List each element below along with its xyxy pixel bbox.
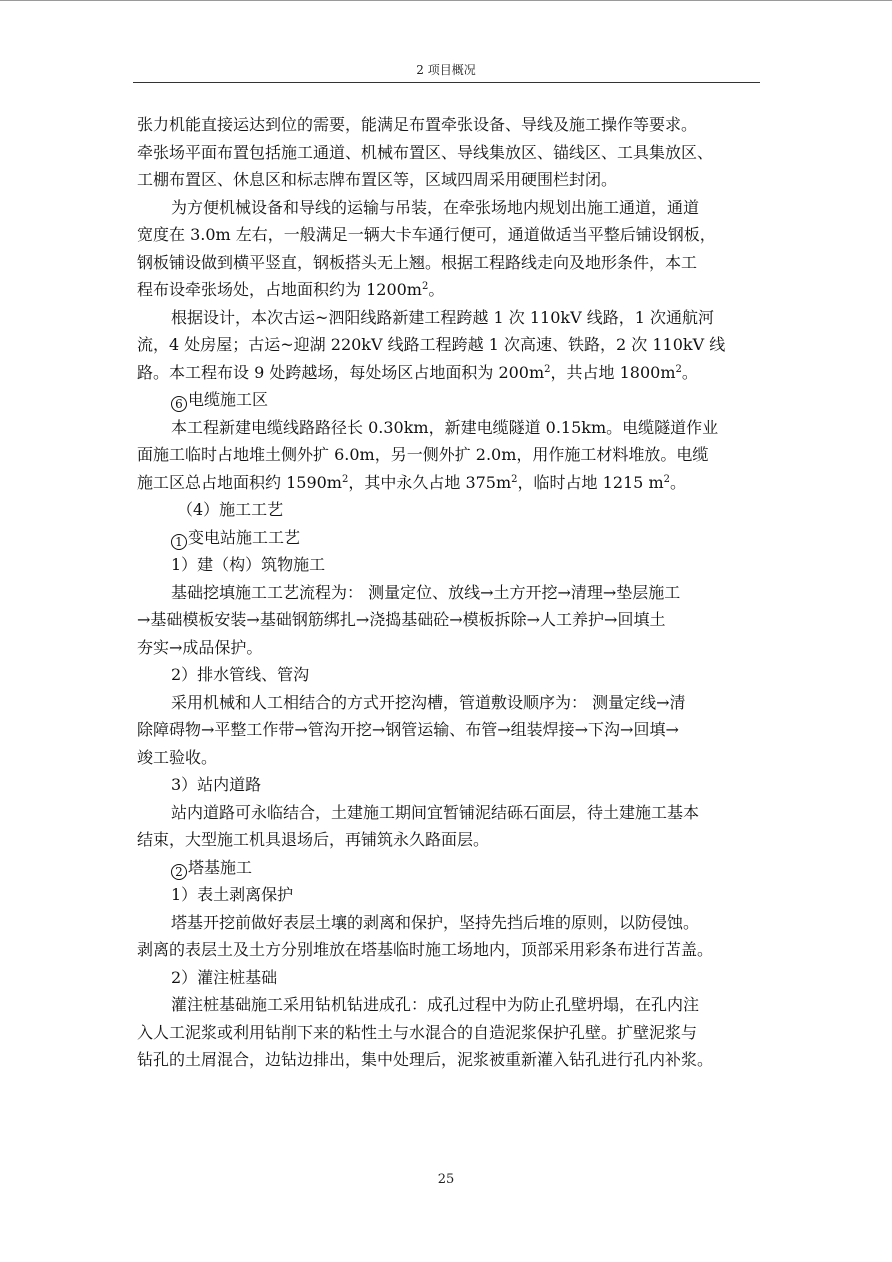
section-heading (137, 524, 767, 552)
subsection-heading: 3）站内道路 (171, 775, 262, 794)
text-line (137, 276, 767, 304)
circled-number: 2 (171, 864, 187, 880)
text-line: 站内道路可永临结合，土建施工期间宜暂铺泥结砾石面层，待土建施工基本 (171, 802, 700, 822)
text-line: 灌注桩基础施工采用钻机钻进成孔：成孔过程中为防止孔壁坍塌，在孔内注 (171, 995, 700, 1014)
text-line: 塔基开挖前做好表层土壤的剥离和保护，坚持先挡后堆的原则，以防侵蚀。 (171, 912, 700, 932)
circled-number: 1 (171, 534, 187, 550)
text-line: 钻孔的土屑混合，边钻边排出，集中处理后，泥浆被重新灌入钻孔进行孔内补浆。 (137, 1050, 714, 1069)
text-line: 夯实→成品保护。 (137, 637, 263, 657)
body-text (137, 111, 767, 1074)
section-heading: （4）施工工艺 (177, 500, 284, 519)
text-line: 采用机械和人工相结合的方式开挖沟槽，管道敷设顺序为： 测量定线→清 (171, 692, 686, 712)
text-segment: 。 (428, 280, 445, 299)
section-heading (137, 386, 767, 414)
heading-text: 电缆施工区 (188, 390, 269, 409)
header-rule (133, 82, 760, 83)
text-line: 工棚布置区、休息区和标志牌布置区等，区域四周采用硬围栏封闭。 (137, 170, 618, 189)
superscript: 2 (675, 363, 682, 375)
heading-text: 变电站施工工艺 (188, 527, 301, 547)
subsection-heading: 1）表土剥离保护 (171, 885, 294, 904)
text-segment: 。 (670, 472, 687, 492)
text-segment: ，临时占地 1215 m (517, 472, 664, 492)
subsection-heading: 2）排水管线、管沟 (171, 665, 310, 684)
text-segment: 施工区总占地面积约 1590m (137, 472, 342, 492)
text-segment: 路。本工程布设 9 处跨越场，每处场区占地面积为 200m (137, 362, 545, 382)
circled-number: 6 (171, 396, 187, 412)
subsection-heading: 1）建（构）筑物施工 (171, 555, 326, 574)
text-line: 面施工临时占地堆土侧外扩 6.0m，另一侧外扩 2.0m，用作施工材料堆放。电缆 (137, 445, 709, 464)
running-header: 2 项目概况 (416, 63, 476, 77)
section-heading (137, 854, 767, 882)
text-line: 流，4 处房屋；古运~迎湖 220kV 线路工程跨越 1 次高速、铁路，2 次 110kV 线 (137, 335, 726, 354)
text-line: 入人工泥浆或利用钻削下来的粘性土与水混合的自造泥浆保护孔壁。扩壁泥浆与 (137, 1022, 698, 1042)
text-line: →基础模板安装→基础钢筋绑扎→浇捣基础砼→模板拆除→人工养护→回填土 (137, 610, 666, 629)
text-line: 除障碍物→平整工作带→管沟开挖→钢管运输、布管→组装焊接→下沟→回填→ (137, 720, 679, 739)
text-line: 根据设计，本次古运~泗阳线路新建工程跨越 1 次 110kV 线路，1 次通航河 (171, 307, 714, 327)
page-top-border (0, 0, 892, 1)
subsection-heading: 2）灌注桩基础 (171, 967, 278, 987)
text-line: 钢板铺设做到横平竖直，钢板搭头无上翘。根据工程路线走向及地形条件，本工 (137, 252, 698, 272)
page-number: 25 (437, 1172, 455, 1187)
superscript: 2 (511, 473, 518, 485)
text-line (137, 359, 767, 387)
superscript: 2 (663, 473, 670, 485)
text-segment: ，共占地 1800m (550, 362, 676, 382)
heading-text: 塔基施工 (188, 857, 253, 877)
text-line: 张力机能直接运达到位的需要，能满足布置牵张设备、导线及施工操作等要求。 (137, 115, 698, 134)
text-segment: 。 (681, 362, 698, 382)
text-line: 本工程新建电缆线路路径长 0.30km，新建电缆隧道 0.15km。电缆隧道作业 (171, 417, 719, 437)
text-line: 结束，大型施工机具退场后，再铺筑永久路面层。 (137, 830, 490, 849)
text-line: 宽度在 3.0m 左右，一般满足一辆大卡车通行便可，通道做适当平整后铺设钢板， (137, 225, 716, 244)
text-line: 竣工验收。 (137, 747, 218, 767)
superscript: 2 (544, 363, 551, 375)
text-line (137, 469, 767, 497)
superscript: 2 (421, 281, 429, 292)
text-segment: ，其中永久占地 375m (348, 472, 512, 492)
text-line: 为方便机械设备和导线的运输与吊装，在牵张场地内规划出施工通道，通道 (171, 197, 700, 217)
text-line: 牵张场平面布置包括施工通道、机械布置区、导线集放区、锚线区、工具集放区、 (137, 142, 714, 162)
text-line: 基础挖填施工工艺流程为： 测量定位、放线→土方开挖→清理→垫层施工 (171, 582, 681, 602)
text-segment: 程布设牵张场处，占地面积约为 1200m (137, 280, 422, 299)
superscript: 2 (341, 473, 349, 485)
text-line: 剥离的表层土及土方分别堆放在塔基临时施工场地内，顶部采用彩条布进行苫盖。 (137, 940, 714, 959)
